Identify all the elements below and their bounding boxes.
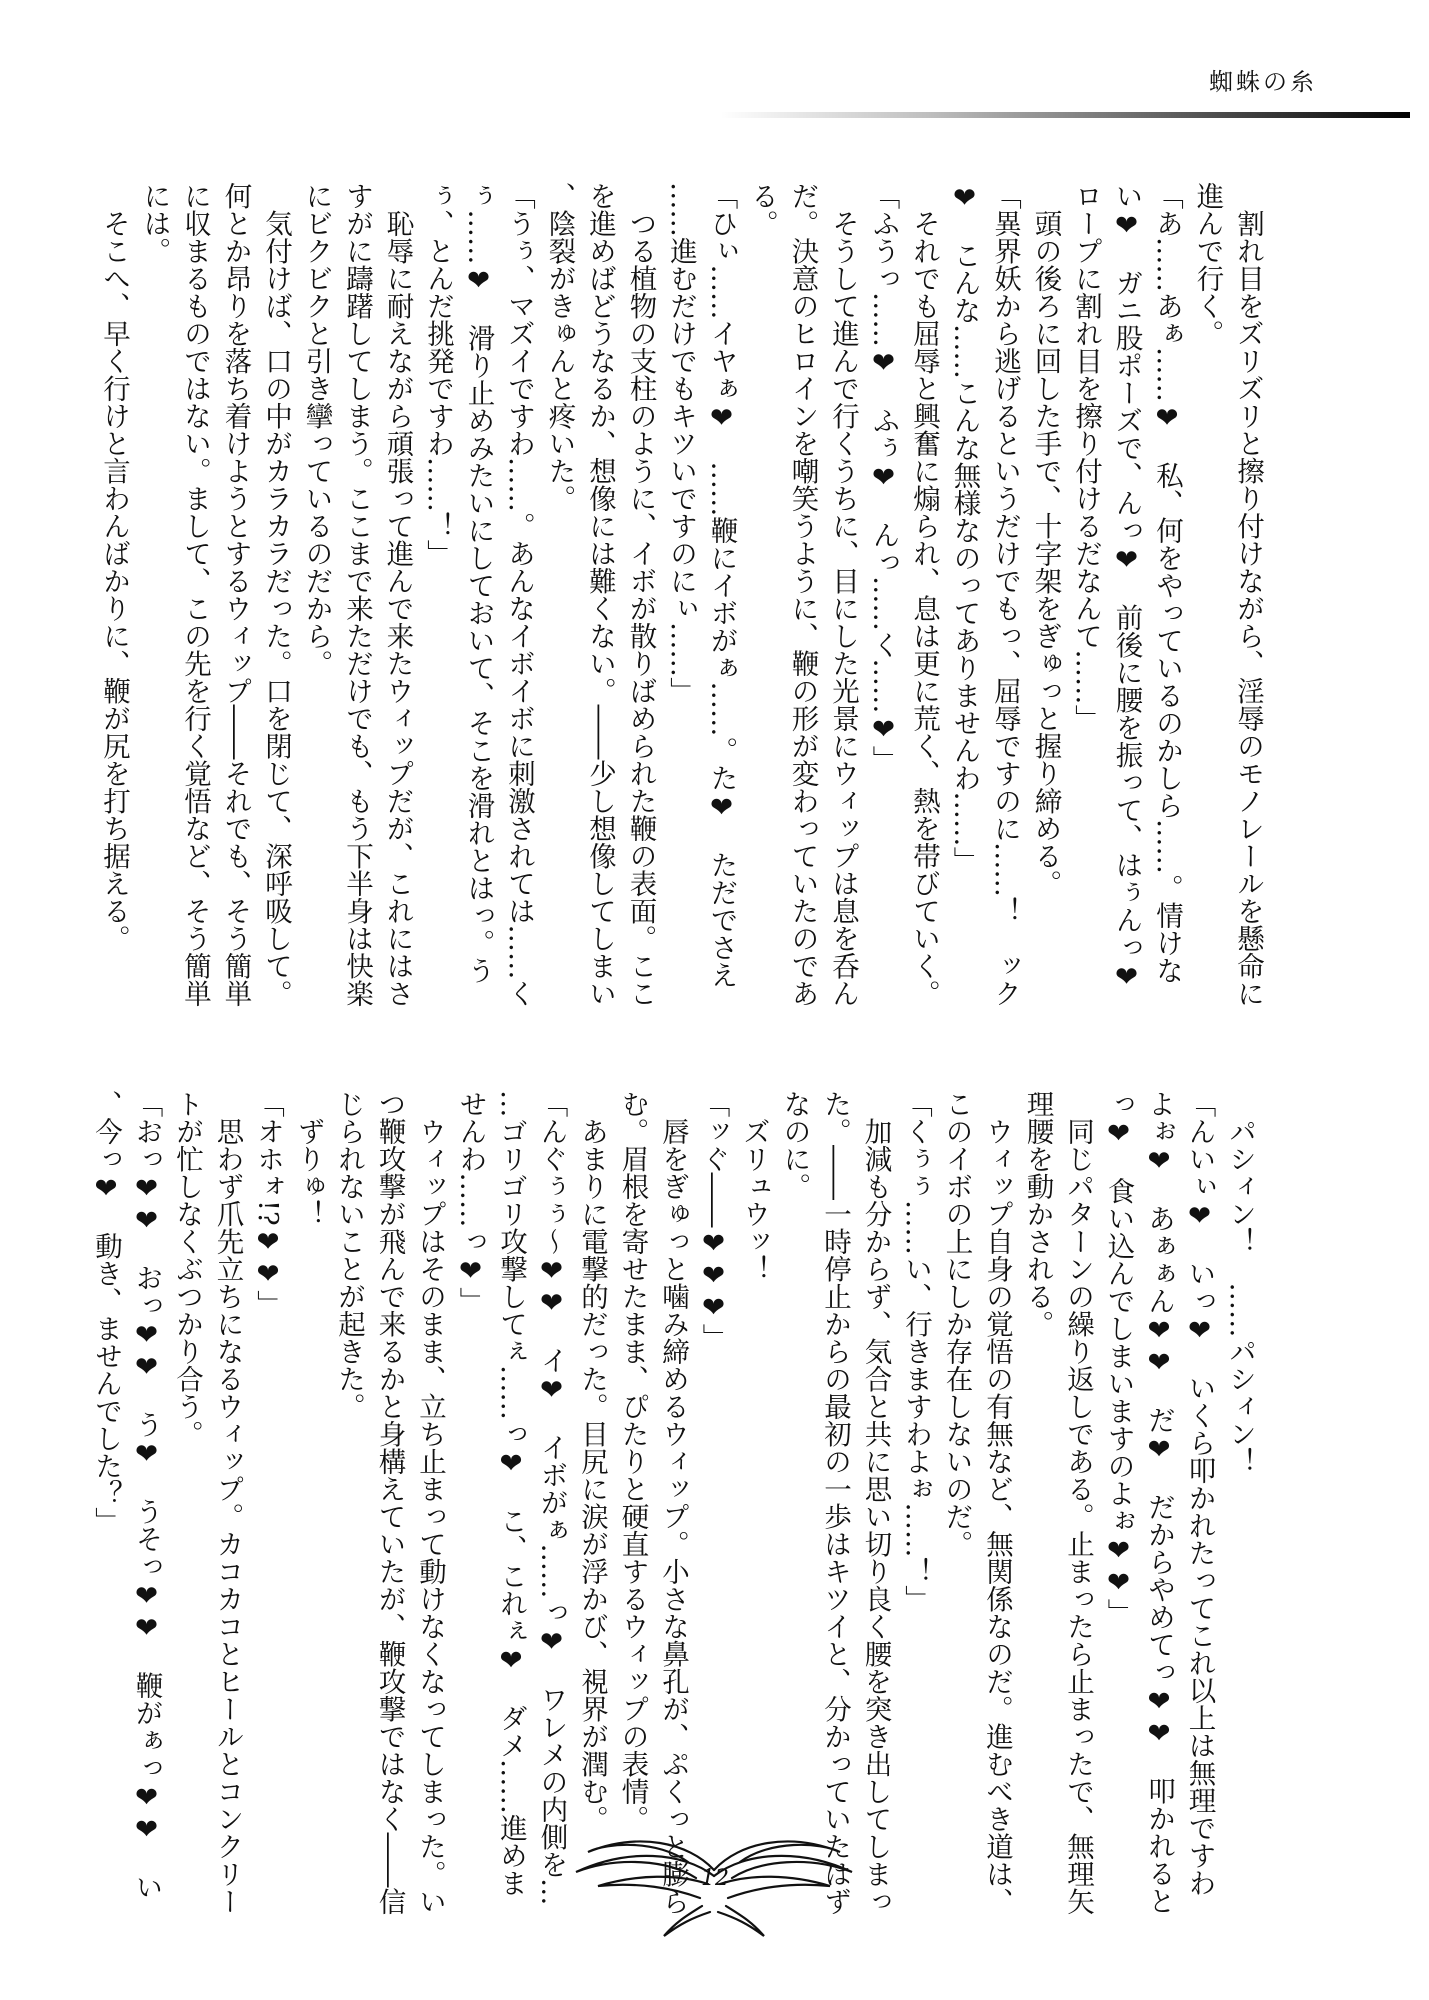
header-rule — [720, 112, 1410, 118]
lower-paragraph: ずりゅ！ — [292, 1090, 325, 1228]
upper-paragraph: 「異界妖から逃げるというだけでもっ、屈辱ですのに……！ ック❤ こんな……こんな無様なのってありませんわ……」 — [948, 182, 1021, 1007]
lower-paragraph: 「くぅぅ……い、行きますわよぉ……！」 — [900, 1090, 932, 1613]
lower-paragraph: ズリュウッ！ — [738, 1090, 770, 1283]
lower-paragraph: 「んぐぅぅ～❤❤ イ❤ イボがぁ……っ❤ ワレメの内側を……ゴリゴリ攻撃してぇ……っ❤ こ、これぇ❤ ダメ……進めませんわ……っ❤」 — [454, 1090, 568, 1906]
upper-paragraph: 「ふうっ……❤ ふぅ❤ んっ……く……❤」 — [867, 182, 900, 773]
lower-text-block — [90, 1090, 1260, 1916]
upper-paragraph: つる植物の支柱のように、イボが散りばめられた鞭の表面。ここを進めばどうなるか、想像には難くない。――少し想像してしまい、陰裂がきゅんと疼いた。 — [543, 182, 657, 1007]
lower-paragraph: 「おっ❤❤ おっ❤❤ う❤ うそっ❤❤ 鞭がぁっ❤❤ い、今っ❤ 動き、ませんでした？」 — [90, 1090, 163, 1901]
upper-paragraph: 「うぅ、マズイですわ……。あんなイボイボに刺激されては……くぅ……❤ 滑り止めみたいにしておいて、そこを滑れとはっ。うぅ、とんだ挑発ですわ……！」 — [422, 182, 535, 1007]
lower-paragraph: 「オホォ!?❤❤」 — [252, 1090, 284, 1318]
upper-paragraph: 気付けば、口の中がカラカラだった。口を閉じて、深呼吸して。何とか昂りを落ち着けようとするウィップ――それでも、そう簡単に収まるものではない。まして、この先を行く覚悟など、そう簡単には。 — [138, 182, 292, 1007]
upper-paragraph: 頭の後ろに回した手で、十字架をぎゅっと握り締める。 — [1029, 182, 1062, 897]
lower-paragraph: 唇をぎゅっと噛み締めるウィップ。小さな鼻孔が、ぷくっと膨らむ。眉根を寄せたまま、ぴたりと硬直するウィップの表情。 — [616, 1090, 689, 1915]
upper-text-block — [98, 182, 1268, 1021]
upper-paragraph: そこへ、早く行けと言わんばかりに、鞭が尻を打ち据える。 — [98, 182, 130, 952]
upper-paragraph: そうして進んで行くうちに、目にした光景にウィップは息を呑んだ。決意のヒロインを嘲笑うように、鞭の形が変わっていたのである。 — [746, 182, 859, 1007]
lower-paragraph: 「んいぃ❤ いっ❤ いくら叩かれたってこれ以上は無理ですわよぉ❤ あぁぁん❤❤ だ❤ だからやめてっ❤❤ 叩かれるとっ❤ 食い込んでしまいますのよぉ❤❤」 — [1102, 1090, 1216, 1915]
lower-paragraph: 加減も分からず、気合と共に思い切り良く腰を突き出してしまった。――一時停止からの最初の一歩はキツイと、分かっていたはずなのに。 — [778, 1090, 892, 1915]
upper-paragraph: 恥辱に耐えながら頑張って進んで来たウィップだが、これにはさすがに躊躇してしまう。ここまで来ただけでも、もう下半身は快楽にビクビクと引き攣っているのだから。 — [300, 182, 414, 1007]
lower-paragraph: 思わず爪先立ちになるウィップ。カコカコとヒールとコンクリートが忙しなくぶつかり合う。 — [171, 1090, 244, 1915]
upper-paragraph: 「ひぃ……イヤぁ❤ ……鞭にイボがぁ……。た❤ ただでさえ……進むだけでもキツいですのにぃ……」 — [665, 182, 738, 989]
upper-paragraph: それでも屈辱と興奮に煽られ、息は更に荒く、熱を帯びていく。 — [908, 182, 940, 1007]
lower-paragraph: 同じパターンの繰り返しである。止まったら止まったで、無理矢理腰を動かされる。 — [1021, 1090, 1094, 1915]
page-number: 12 — [701, 1866, 729, 1891]
running-header: 蜘蛛の糸 — [1209, 68, 1317, 96]
lower-paragraph: ウィップはそのまま、立ち止まって動けなくなってしまった。いつ鞭攻撃が飛んで来るかと身構えていたが、鞭攻撃ではなく――信じられないことが起きた。 — [333, 1090, 446, 1915]
lower-paragraph: パシィン！ ……パシィン！ — [1224, 1090, 1256, 1475]
lower-paragraph: あまりに電撃的だった。目尻に涙が浮かび、視界が潤む。 — [576, 1090, 608, 1833]
upper-paragraph: 「あ……あぁ……❤ 私、何をやっているのかしら……。情けない❤ ガニ股ポーズで、んっ❤ 前後に腰を振って、はぅんっ❤ ロープに割れ目を擦り付けるだなんて……」 — [1070, 182, 1183, 1021]
lower-paragraph: 「ッぐ――❤❤❤」 — [697, 1090, 730, 1351]
upper-paragraph: 割れ目をズリズリと擦り付けながら、淫辱のモノレールを懸命に進んで行く。 — [1191, 182, 1264, 1007]
lower-paragraph: ウィップ自身の覚悟の有無など、無関係なのだ。進むべき道は、このイボの上にしか存在しないのだ。 — [940, 1090, 1013, 1915]
